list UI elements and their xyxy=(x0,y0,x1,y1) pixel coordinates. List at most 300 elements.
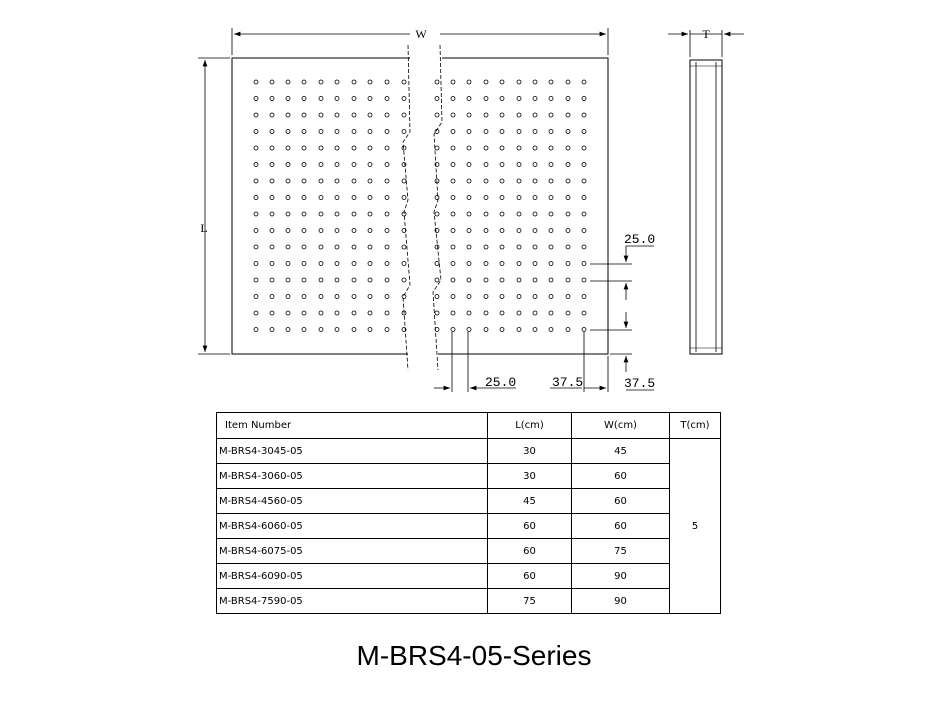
mounting-hole xyxy=(302,295,306,299)
mounting-hole xyxy=(484,278,488,282)
mounting-hole xyxy=(352,97,356,101)
item-number: M-BRS4-6060-05 xyxy=(217,514,488,539)
mounting-hole xyxy=(451,179,455,183)
mounting-hole xyxy=(533,179,537,183)
break-line-right xyxy=(433,45,442,370)
mounting-hole xyxy=(533,311,537,315)
mounting-hole xyxy=(385,278,389,282)
mounting-hole xyxy=(335,311,339,315)
mounting-hole xyxy=(566,130,570,134)
mounting-hole xyxy=(302,196,306,200)
mounting-hole xyxy=(549,130,553,134)
mounting-hole xyxy=(286,97,290,101)
mounting-hole xyxy=(435,146,439,150)
mounting-hole xyxy=(254,146,258,150)
mounting-hole xyxy=(566,262,570,266)
header-length: L(cm) xyxy=(488,413,572,439)
mounting-hole xyxy=(435,245,439,249)
mounting-hole xyxy=(368,196,372,200)
width-value: 90 xyxy=(572,589,670,614)
mounting-hole xyxy=(549,146,553,150)
mounting-hole xyxy=(484,130,488,134)
mounting-hole xyxy=(270,97,274,101)
mounting-hole xyxy=(319,328,323,332)
specification-table xyxy=(216,412,721,614)
table-row xyxy=(217,489,721,514)
mounting-hole xyxy=(500,179,504,183)
item-number: M-BRS4-6075-05 xyxy=(217,539,488,564)
mounting-hole xyxy=(368,97,372,101)
mounting-hole xyxy=(451,97,455,101)
edge-margin-bottom-label: 37.5 xyxy=(624,376,656,391)
mounting-hole xyxy=(352,245,356,249)
mounting-hole xyxy=(566,245,570,249)
mounting-hole xyxy=(368,328,372,332)
mounting-hole xyxy=(517,196,521,200)
mounting-hole xyxy=(566,196,570,200)
width-value: 75 xyxy=(572,539,670,564)
mounting-hole xyxy=(352,229,356,233)
mounting-hole xyxy=(451,130,455,134)
mounting-hole xyxy=(402,97,406,101)
mounting-hole xyxy=(402,163,406,167)
mounting-hole xyxy=(566,163,570,167)
mounting-hole xyxy=(517,113,521,117)
mounting-hole xyxy=(368,229,372,233)
mounting-hole xyxy=(451,80,455,84)
mounting-hole xyxy=(319,113,323,117)
mounting-hole xyxy=(517,146,521,150)
mounting-hole xyxy=(270,212,274,216)
horizontal-pitch-label: 25.0 xyxy=(485,375,517,390)
mounting-hole xyxy=(435,311,439,315)
mounting-hole xyxy=(484,295,488,299)
mounting-hole xyxy=(335,212,339,216)
mounting-hole xyxy=(451,295,455,299)
mounting-hole xyxy=(500,229,504,233)
length-value: 30 xyxy=(488,464,572,489)
mounting-hole xyxy=(533,278,537,282)
mounting-hole xyxy=(254,179,258,183)
mounting-hole xyxy=(335,97,339,101)
mounting-hole xyxy=(254,311,258,315)
mounting-hole xyxy=(484,113,488,117)
mounting-hole xyxy=(533,262,537,266)
mounting-hole xyxy=(286,113,290,117)
plate-outline-left xyxy=(232,58,410,354)
mounting-hole xyxy=(582,229,586,233)
mounting-hole xyxy=(270,130,274,134)
mounting-hole xyxy=(402,179,406,183)
mounting-hole xyxy=(582,262,586,266)
mounting-hole xyxy=(385,80,389,84)
mounting-hole xyxy=(549,196,553,200)
item-number: M-BRS4-7590-05 xyxy=(217,589,488,614)
mounting-hole xyxy=(286,245,290,249)
mounting-hole xyxy=(385,113,389,117)
mounting-hole xyxy=(286,179,290,183)
mounting-hole xyxy=(402,262,406,266)
mounting-hole xyxy=(385,163,389,167)
mounting-hole xyxy=(385,328,389,332)
mounting-hole xyxy=(286,130,290,134)
mounting-hole xyxy=(517,212,521,216)
length-label: L xyxy=(200,221,208,235)
mounting-hole xyxy=(302,311,306,315)
mounting-hole xyxy=(549,295,553,299)
mounting-hole-grid xyxy=(254,80,586,332)
mounting-hole xyxy=(582,113,586,117)
mounting-hole xyxy=(270,163,274,167)
header-item-number: Item Number xyxy=(217,413,488,439)
mounting-hole xyxy=(533,328,537,332)
plate-side-view xyxy=(690,60,722,354)
mounting-hole xyxy=(467,163,471,167)
mounting-hole xyxy=(582,97,586,101)
mounting-hole xyxy=(517,163,521,167)
mounting-hole xyxy=(500,97,504,101)
mounting-hole xyxy=(467,212,471,216)
mounting-hole xyxy=(500,262,504,266)
mounting-hole xyxy=(549,328,553,332)
mounting-hole xyxy=(500,311,504,315)
mounting-hole xyxy=(335,245,339,249)
mounting-hole xyxy=(484,196,488,200)
mounting-hole xyxy=(402,80,406,84)
mounting-hole xyxy=(254,229,258,233)
vertical-pitch-label: 25.0 xyxy=(624,232,656,247)
mounting-hole xyxy=(533,245,537,249)
mounting-hole xyxy=(270,262,274,266)
mounting-hole xyxy=(582,278,586,282)
item-number: M-BRS4-4560-05 xyxy=(217,489,488,514)
mounting-hole xyxy=(451,212,455,216)
mounting-hole xyxy=(500,130,504,134)
length-value: 60 xyxy=(488,539,572,564)
mounting-hole xyxy=(302,113,306,117)
header-thickness: T(cm) xyxy=(670,413,721,439)
mounting-hole xyxy=(368,130,372,134)
mounting-hole xyxy=(435,80,439,84)
mounting-hole xyxy=(270,311,274,315)
mounting-hole xyxy=(533,196,537,200)
mounting-hole xyxy=(467,229,471,233)
mounting-hole xyxy=(582,245,586,249)
mounting-hole xyxy=(435,262,439,266)
mounting-hole xyxy=(368,311,372,315)
mounting-hole xyxy=(352,311,356,315)
mounting-hole xyxy=(566,229,570,233)
mounting-hole xyxy=(270,295,274,299)
mounting-hole xyxy=(302,130,306,134)
mounting-hole xyxy=(385,179,389,183)
mounting-hole xyxy=(549,212,553,216)
mounting-hole xyxy=(254,163,258,167)
mounting-hole xyxy=(385,212,389,216)
mounting-hole xyxy=(484,80,488,84)
mounting-hole xyxy=(467,97,471,101)
mounting-hole xyxy=(500,113,504,117)
mounting-hole xyxy=(549,229,553,233)
mounting-hole xyxy=(549,163,553,167)
mounting-hole xyxy=(582,80,586,84)
mounting-hole xyxy=(302,146,306,150)
mounting-hole xyxy=(566,113,570,117)
mounting-hole xyxy=(484,97,488,101)
width-value: 45 xyxy=(572,439,670,464)
mounting-hole xyxy=(484,212,488,216)
mounting-hole xyxy=(270,196,274,200)
mounting-hole xyxy=(435,196,439,200)
mounting-hole xyxy=(270,146,274,150)
mounting-hole xyxy=(533,212,537,216)
mounting-hole xyxy=(302,97,306,101)
mounting-hole xyxy=(467,245,471,249)
mounting-hole xyxy=(302,179,306,183)
mounting-hole xyxy=(451,311,455,315)
mounting-hole xyxy=(335,229,339,233)
mounting-hole xyxy=(385,295,389,299)
mounting-hole xyxy=(319,97,323,101)
mounting-hole xyxy=(254,196,258,200)
mounting-hole xyxy=(451,196,455,200)
mounting-hole xyxy=(549,97,553,101)
mounting-hole xyxy=(368,278,372,282)
width-value: 60 xyxy=(572,489,670,514)
edge-margin-right-label: 37.5 xyxy=(552,375,584,390)
mounting-hole xyxy=(352,295,356,299)
length-value: 75 xyxy=(488,589,572,614)
mounting-hole xyxy=(270,245,274,249)
mounting-hole xyxy=(533,130,537,134)
mounting-hole xyxy=(467,196,471,200)
mounting-hole xyxy=(435,97,439,101)
mounting-hole xyxy=(335,146,339,150)
mounting-hole xyxy=(451,113,455,117)
mounting-hole xyxy=(517,97,521,101)
mounting-hole xyxy=(582,328,586,332)
width-value: 60 xyxy=(572,464,670,489)
mounting-hole xyxy=(566,278,570,282)
mounting-hole xyxy=(254,212,258,216)
mounting-hole xyxy=(517,295,521,299)
mounting-hole xyxy=(352,113,356,117)
mounting-hole xyxy=(368,163,372,167)
mounting-hole xyxy=(319,130,323,134)
mounting-hole xyxy=(335,80,339,84)
mounting-hole xyxy=(549,179,553,183)
mounting-hole xyxy=(517,245,521,249)
table-row xyxy=(217,514,721,539)
mounting-hole xyxy=(500,146,504,150)
mounting-hole xyxy=(368,245,372,249)
thickness-label: T xyxy=(702,27,710,41)
mounting-hole xyxy=(352,179,356,183)
mounting-hole xyxy=(352,130,356,134)
mounting-hole xyxy=(368,80,372,84)
mounting-hole xyxy=(319,179,323,183)
mounting-hole xyxy=(385,130,389,134)
mounting-hole xyxy=(286,262,290,266)
mounting-hole xyxy=(451,245,455,249)
mounting-hole xyxy=(385,146,389,150)
mounting-hole xyxy=(500,328,504,332)
mounting-hole xyxy=(368,113,372,117)
mounting-hole xyxy=(451,229,455,233)
mounting-hole xyxy=(385,262,389,266)
mounting-hole xyxy=(582,196,586,200)
mounting-hole xyxy=(335,295,339,299)
mounting-hole xyxy=(517,311,521,315)
mounting-hole xyxy=(352,212,356,216)
mounting-hole xyxy=(402,130,406,134)
mounting-hole xyxy=(254,130,258,134)
table-header-row xyxy=(217,413,721,439)
mounting-hole xyxy=(582,179,586,183)
mounting-hole xyxy=(484,328,488,332)
mounting-hole xyxy=(582,212,586,216)
mounting-hole xyxy=(484,229,488,233)
mounting-hole xyxy=(484,179,488,183)
mounting-hole xyxy=(270,80,274,84)
mounting-hole xyxy=(484,262,488,266)
mounting-hole xyxy=(467,278,471,282)
mounting-hole xyxy=(254,295,258,299)
mounting-hole xyxy=(319,278,323,282)
table-row xyxy=(217,564,721,589)
mounting-hole xyxy=(500,80,504,84)
mounting-hole xyxy=(467,295,471,299)
mounting-hole xyxy=(533,229,537,233)
mounting-hole xyxy=(286,278,290,282)
mounting-hole xyxy=(435,295,439,299)
item-number: M-BRS4-3060-05 xyxy=(217,464,488,489)
mounting-hole xyxy=(286,196,290,200)
mounting-hole xyxy=(582,311,586,315)
mounting-hole xyxy=(319,295,323,299)
mounting-hole xyxy=(319,212,323,216)
mounting-hole xyxy=(402,113,406,117)
mounting-hole xyxy=(402,196,406,200)
mounting-hole xyxy=(435,212,439,216)
mounting-hole xyxy=(517,229,521,233)
width-value: 90 xyxy=(572,564,670,589)
table-row xyxy=(217,539,721,564)
mounting-hole xyxy=(352,262,356,266)
mounting-hole xyxy=(451,262,455,266)
mounting-hole xyxy=(467,311,471,315)
mounting-hole xyxy=(286,295,290,299)
mounting-hole xyxy=(566,295,570,299)
table-row xyxy=(217,439,721,464)
mounting-hole xyxy=(270,179,274,183)
mounting-hole xyxy=(352,163,356,167)
mounting-hole xyxy=(254,328,258,332)
mounting-hole xyxy=(352,328,356,332)
mounting-hole xyxy=(352,196,356,200)
mounting-hole xyxy=(302,262,306,266)
length-value: 45 xyxy=(488,489,572,514)
mounting-hole xyxy=(402,245,406,249)
mounting-hole xyxy=(286,311,290,315)
mounting-hole xyxy=(335,262,339,266)
mounting-hole xyxy=(286,146,290,150)
mounting-hole xyxy=(566,97,570,101)
mounting-hole xyxy=(517,328,521,332)
mounting-hole xyxy=(368,262,372,266)
mounting-hole xyxy=(254,80,258,84)
mounting-hole xyxy=(319,163,323,167)
mounting-hole xyxy=(517,262,521,266)
mounting-hole xyxy=(484,245,488,249)
mounting-hole xyxy=(467,80,471,84)
mounting-hole xyxy=(286,328,290,332)
mounting-hole xyxy=(302,328,306,332)
mounting-hole xyxy=(549,278,553,282)
header-width: W(cm) xyxy=(572,413,670,439)
mounting-hole xyxy=(286,163,290,167)
mounting-hole xyxy=(451,163,455,167)
mounting-hole xyxy=(302,278,306,282)
mounting-hole xyxy=(302,212,306,216)
mounting-hole xyxy=(533,295,537,299)
mounting-hole xyxy=(500,295,504,299)
mounting-hole xyxy=(319,196,323,200)
mounting-hole xyxy=(335,196,339,200)
mounting-hole xyxy=(352,278,356,282)
mounting-hole xyxy=(467,179,471,183)
mounting-hole xyxy=(435,278,439,282)
mounting-hole xyxy=(302,80,306,84)
series-title: M-BRS4-05-Series xyxy=(356,640,592,671)
mounting-hole xyxy=(319,311,323,315)
mounting-hole xyxy=(582,295,586,299)
mounting-hole xyxy=(254,262,258,266)
mounting-hole xyxy=(566,212,570,216)
mounting-hole xyxy=(500,278,504,282)
mounting-hole xyxy=(352,80,356,84)
mounting-hole xyxy=(368,295,372,299)
mounting-hole xyxy=(270,229,274,233)
mounting-hole xyxy=(467,113,471,117)
mounting-hole xyxy=(385,229,389,233)
mounting-hole xyxy=(270,113,274,117)
mounting-hole xyxy=(335,179,339,183)
mounting-hole xyxy=(582,163,586,167)
mounting-hole xyxy=(566,179,570,183)
mounting-hole xyxy=(270,328,274,332)
mounting-hole xyxy=(435,113,439,117)
mounting-hole xyxy=(517,278,521,282)
length-value: 60 xyxy=(488,564,572,589)
item-number: M-BRS4-3045-05 xyxy=(217,439,488,464)
mounting-hole xyxy=(319,245,323,249)
length-value: 60 xyxy=(488,514,572,539)
break-line-left xyxy=(403,45,410,370)
width-label: W xyxy=(415,27,427,41)
mounting-hole xyxy=(549,311,553,315)
mounting-hole xyxy=(533,80,537,84)
mounting-hole xyxy=(302,245,306,249)
mounting-hole xyxy=(302,229,306,233)
mounting-hole xyxy=(467,262,471,266)
mounting-hole xyxy=(582,130,586,134)
mounting-hole xyxy=(254,245,258,249)
table-row xyxy=(217,589,721,614)
mounting-hole xyxy=(286,80,290,84)
mounting-hole xyxy=(319,262,323,266)
mounting-hole xyxy=(549,245,553,249)
